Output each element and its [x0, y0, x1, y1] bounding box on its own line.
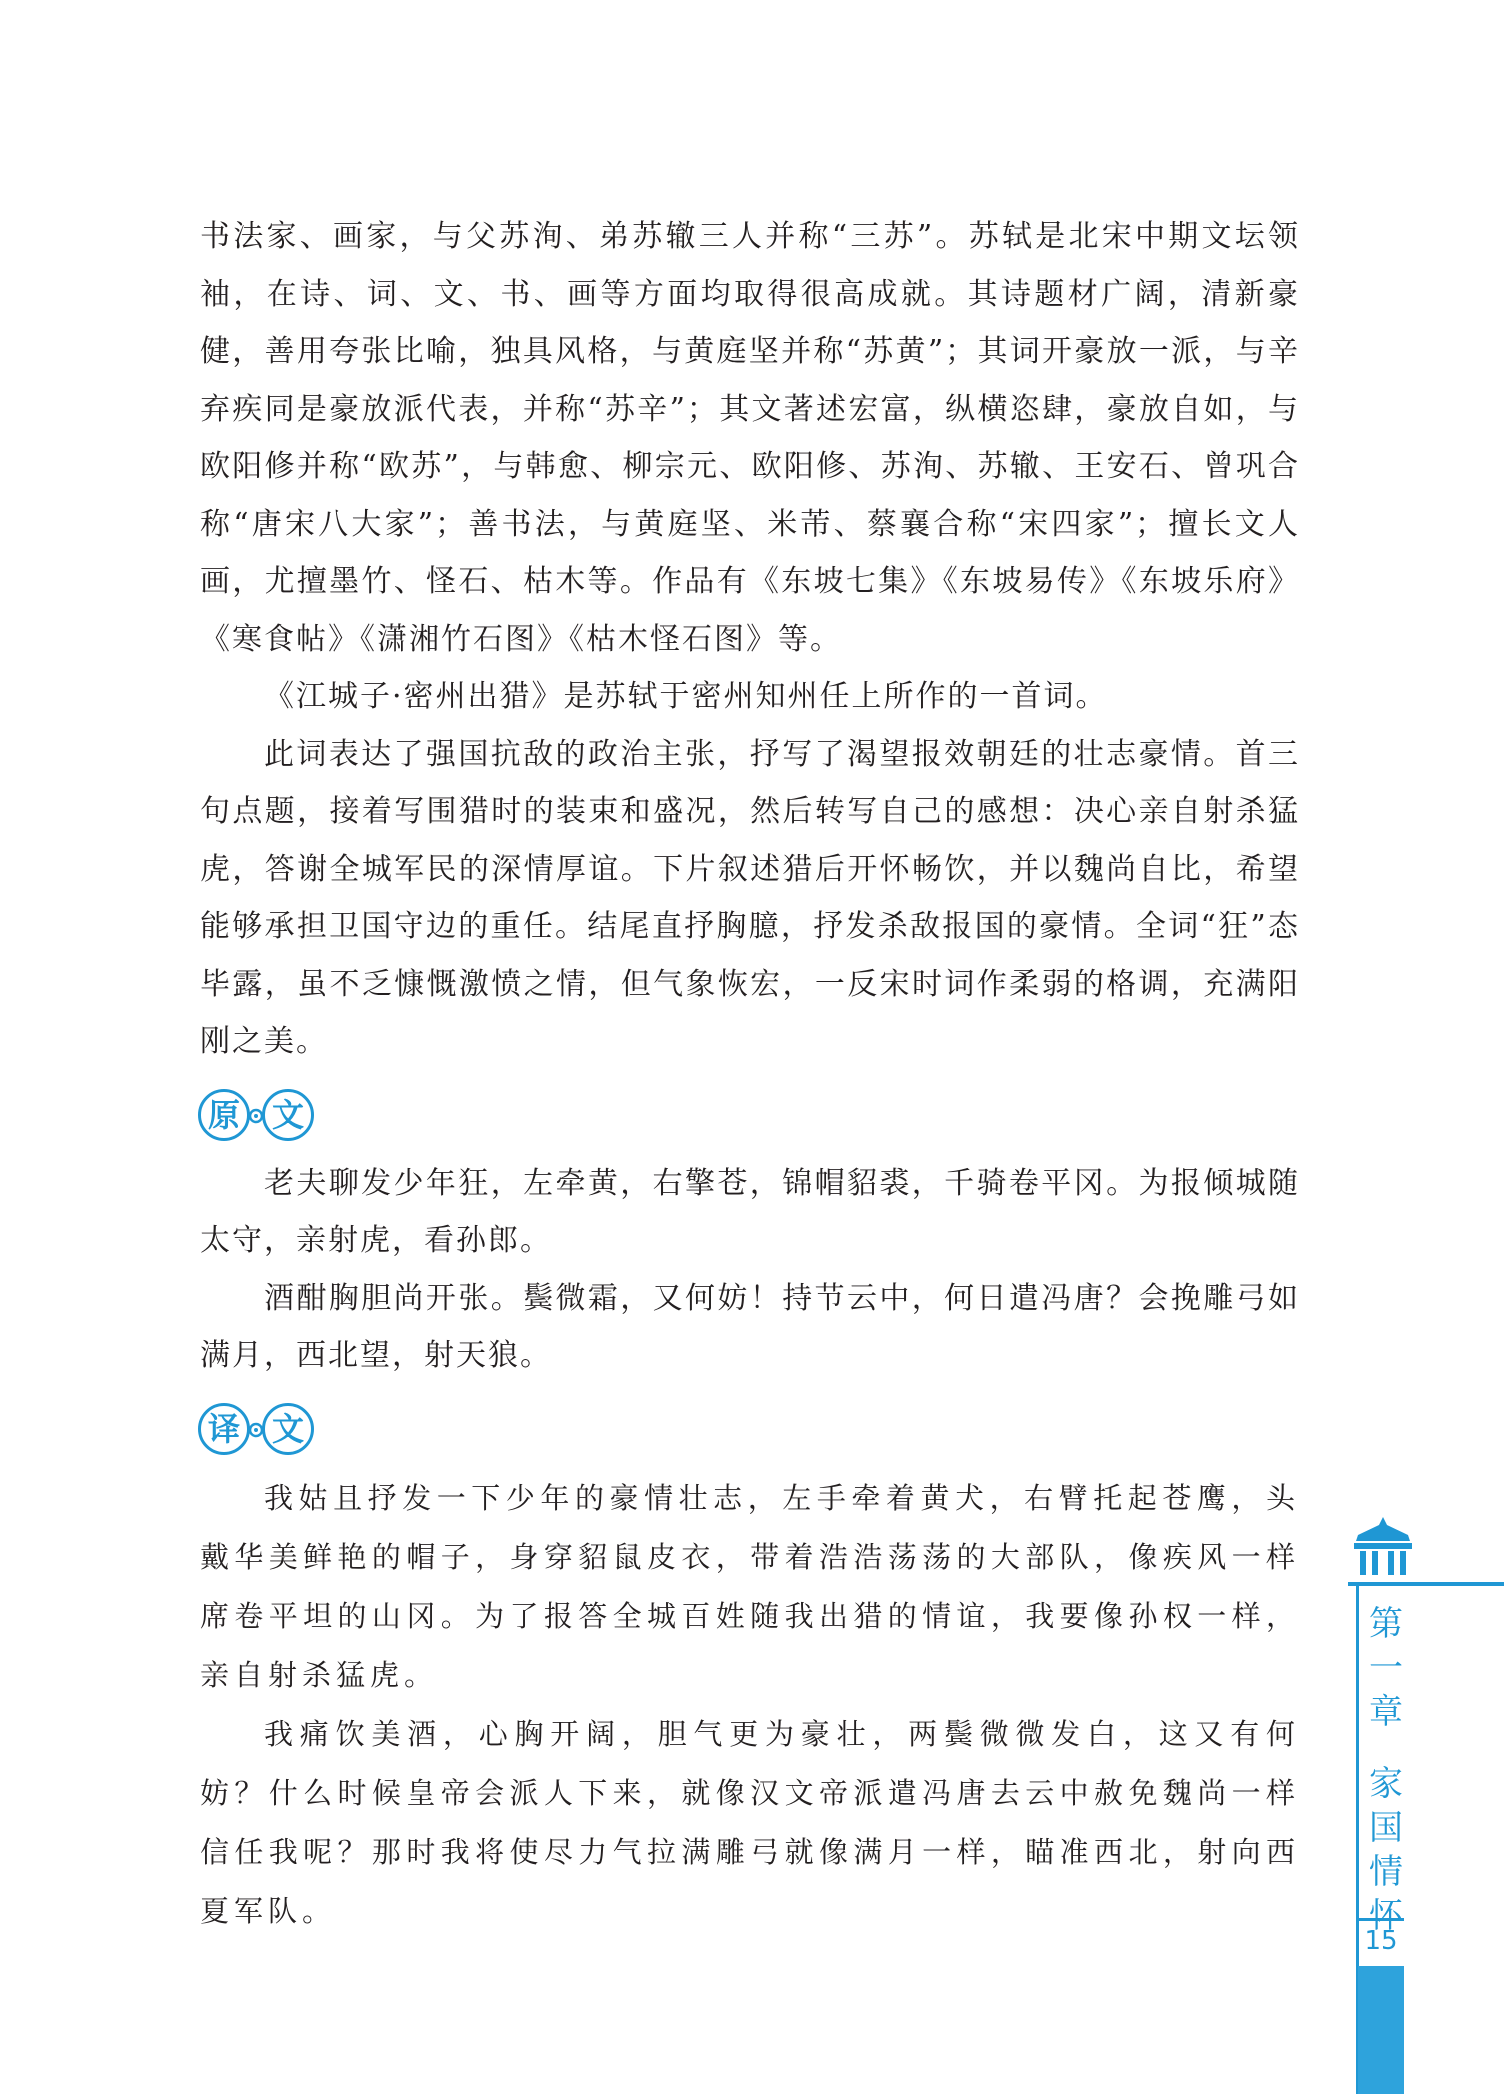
heading-char: 原 [198, 1089, 250, 1141]
heading-char: 译 [198, 1403, 250, 1455]
chapter-char: 第 [1369, 1604, 1403, 1644]
translation-paragraph-1: 我姑且抒发一下少年的豪情壮志，左手牵着黄犬，右臂托起苍鹰，头戴华美鲜艳的帽子，身穿貂鼠皮衣，带着浩浩荡荡的大部队，像疾风一样席卷平坦的山冈。为了报答全城百姓随我出猎的情谊，我要像孙权一样，亲自射杀猛虎。 [200, 1480, 1300, 1692]
original-text-heading [198, 1087, 1300, 1149]
chapter-char: 一 [1369, 1648, 1403, 1688]
original-paragraph-1: 老夫聊发少年狂，左牵黄，右擎苍，锦帽貂裘，千骑卷平冈。为报倾城随太守，亲射虎，看孙郎。 [200, 1165, 1300, 1258]
heading-char: 文 [262, 1403, 314, 1455]
side-tab-divider [1348, 1582, 1504, 1586]
page-number: 15 [1358, 1918, 1404, 1960]
translation-paragraph-2: 我痛饮美酒，心胸开阔，胆气更为豪壮，两鬓微微发白，这又有何妨？什么时候皇帝会派人下来，就像汉文帝派遣冯唐去云中赦免魏尚一样信任我呢？那时我将使尽力气拉满雕弓就像满月一样，瞄准西北，射向西夏军队。 [200, 1716, 1300, 1928]
chapter-title-char: 家 [1369, 1764, 1403, 1804]
chapter-label [1362, 1602, 1410, 1938]
chapter-title-char: 国 [1369, 1808, 1403, 1848]
heading-char: 文 [262, 1089, 314, 1141]
original-paragraph-2: 酒酣胸胆尚开张。鬓微霜，又何妨！持节云中，何日遣冯唐？会挽雕弓如满月，西北望，射天狼。 [200, 1280, 1300, 1373]
translation-heading [198, 1401, 1300, 1463]
page-content [200, 208, 1300, 1941]
intro-paragraph-1: 书法家、画家，与父苏洵、弟苏辙三人并称“三苏”。苏轼是北宋中期文坛领袖，在诗、词、文、书、画等方面均取得很高成就。其诗题材广阔，清新豪健，善用夸张比喻，独具风格，与黄庭坚并称“苏黄”；其词开豪放一派，与辛弃疾同是豪放派代表，并称“苏辛”；其文著述宏富，纵横恣肆，豪放自如，与欧阳修并称“欧苏”，与韩愈、柳宗元、欧阳修、苏洵、苏辙、王安石、曾巩合称“唐宋八大家”；善书法，与黄庭坚、米芾、蔡襄合称“宋四家”；擅长文人画，尤擅墨竹、怪石、枯木等。作品有《东坡七集》《东坡易传》《东坡乐府》《寒食帖》《潇湘竹石图》《枯木怪石图》等。 [200, 219, 1300, 657]
pavilion-icon [1348, 1515, 1418, 1579]
chapter-title-char: 情 [1369, 1852, 1403, 1892]
side-tab-bar [1358, 1966, 1404, 2094]
chapter-char: 章 [1369, 1692, 1403, 1732]
intro-paragraph-2: 《江城子·密州出猎》是苏轼于密州知州任上所作的一首词。 [264, 679, 1108, 714]
intro-paragraph-3: 此词表达了强国抗敌的政治主张，抒写了渴望报效朝廷的壮志豪情。首三句点题，接着写围猎时的装束和盛况，然后转写自己的感想：决心亲自射杀猛虎，答谢全城军民的深情厚谊。下片叙述猎后开怀畅饮，并以魏尚自比，希望能够承担卫国守边的重任。结尾直抒胸臆，抒发杀敌报国的豪情。全词“狂”态毕露，虽不乏慷慨激愤之情，但气象恢宏，一反宋时词作柔弱的格调，充满阳刚之美。 [200, 736, 1300, 1059]
chapter-title-char: 怀 [1369, 1896, 1403, 1936]
